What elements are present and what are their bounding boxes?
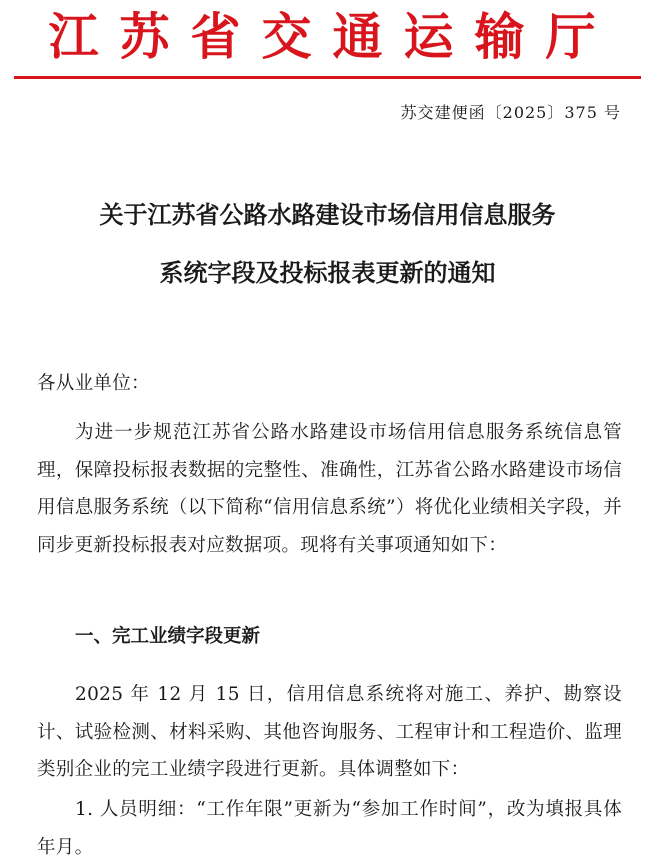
section-1-item-1: 1. 人员明细：“工作年限”更新为“参加工作时间”，改为填报具体年月。 [37,799,622,858]
masthead-red-rule [14,76,641,79]
intro-paragraph: 为进一步规范江苏省公路水路建设市场信用信息服务系统信息管理，保障投标报表数据的完整性、准确性，江苏省公路水路建设市场信用信息服务系统（以下简称“信用信息系统”）将优化业绩相关字段，并同步更新投标报表对应数据项。现将有关事项通知如下： [37,422,622,556]
section-1-paragraph: 2025 年 12 月 15 日，信用信息系统将对施工、养护、勘察设计、试验检测、材料采购、其他咨询服务、工程审计和工程造价、监理类别企业的完工业绩字段进行更新。具体调整如下： [37,684,622,780]
section-1-heading: 一、完工业绩字段更新 [75,626,261,647]
document-title-line-1: 关于江苏省公路水路建设市场信用信息服务 [99,201,556,229]
salutation: 各从业单位： [37,373,150,394]
agency-masthead: 江苏省交通运输厅 [48,8,617,66]
document-number: 苏交建便函〔2025〕375 号 [400,103,621,122]
document-title-line-2: 系统字段及投标报表更新的通知 [159,259,496,287]
